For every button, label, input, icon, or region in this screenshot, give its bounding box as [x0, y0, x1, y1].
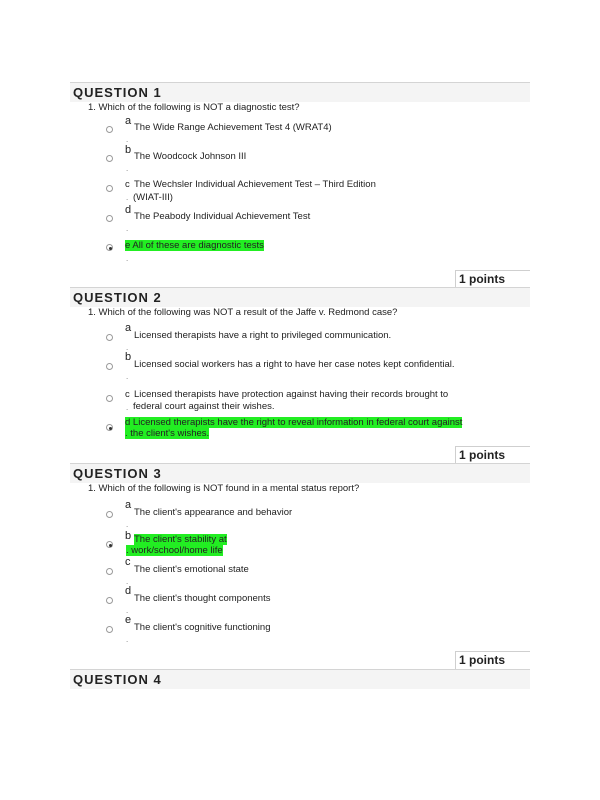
option-letter: b [125, 530, 132, 542]
option-dot: . [126, 606, 129, 615]
option-letter: a [125, 322, 132, 334]
q1-option-a[interactable] [106, 116, 486, 146]
q1-option-e-selected[interactable] [106, 239, 486, 269]
option-dot: . [126, 164, 129, 173]
question-3-text: 1. Which of the following is NOT found in a mental status report? [88, 483, 360, 494]
option-dot: . [126, 372, 129, 381]
option-text: Licensed social workers has a right to have her case notes kept confidential. [134, 359, 455, 370]
radio-button-selected[interactable] [106, 424, 113, 431]
option-dot: . [126, 577, 129, 586]
points-label: 1 points [455, 446, 530, 465]
question-1-text: 1. Which of the following is NOT a diagnostic test? [88, 102, 300, 113]
option-dot: . [126, 520, 129, 529]
q2-option-c[interactable] [106, 388, 486, 418]
q2-option-b[interactable] [106, 352, 486, 382]
option-letter: d [125, 204, 132, 216]
radio-button[interactable] [106, 363, 113, 370]
option-text: Licensed therapists have protection against having their records brought to [134, 389, 449, 400]
radio-button-selected[interactable] [106, 541, 113, 548]
question-2-text: 1. Which of the following was NOT a result of the Jaffe v. Redmond case? [88, 307, 398, 318]
option-letter: c [125, 556, 131, 568]
option-text: The client's cognitive functioning [134, 622, 271, 633]
option-dot: . [126, 343, 129, 352]
question-3-header: QUESTION 3 [70, 463, 530, 483]
q1-option-c[interactable] [106, 178, 486, 208]
option-text: Licensed therapists have a right to privileged communication. [134, 330, 392, 341]
question-1-header: QUESTION 1 [70, 82, 530, 102]
q3-option-a[interactable] [106, 500, 486, 530]
option-dot: . [126, 635, 129, 644]
q2-option-d-selected[interactable] [106, 416, 486, 446]
question-4-header: QUESTION 4 [70, 669, 530, 689]
option-dot: . [126, 135, 129, 144]
option-text: The client's emotional state [134, 564, 249, 575]
option-letter: b [125, 351, 132, 363]
option-dot: . [126, 403, 129, 412]
option-letter: b [125, 144, 132, 156]
q1-option-b[interactable] [106, 145, 486, 175]
points-label: 1 points [455, 651, 530, 670]
option-text-continued: federal court against their wishes. [133, 401, 275, 412]
radio-button[interactable] [106, 334, 113, 341]
option-dot: . [126, 224, 129, 233]
option-text-highlighted-continued: . work/school/home life [126, 545, 223, 556]
q3-option-d[interactable] [106, 586, 486, 616]
option-text: The Wide Range Achievement Test 4 (WRAT4) [134, 122, 332, 133]
q2-option-a[interactable] [106, 323, 486, 353]
option-text-continued: (WIAT-III) [133, 192, 173, 203]
radio-button[interactable] [106, 568, 113, 575]
radio-button[interactable] [106, 597, 113, 604]
radio-button[interactable] [106, 511, 113, 518]
radio-button[interactable] [106, 626, 113, 633]
radio-button[interactable] [106, 395, 113, 402]
radio-button[interactable] [106, 185, 113, 192]
option-text: The client's appearance and behavior [134, 507, 293, 518]
option-letter: c [125, 179, 130, 190]
option-dot: . [126, 254, 129, 263]
points-label: 1 points [455, 270, 530, 289]
option-letter: a [125, 499, 132, 511]
option-text: The Wechsler Individual Achievement Test – Third Edition [134, 179, 376, 190]
q1-option-d[interactable] [106, 205, 486, 235]
option-text-highlighted: e All of these are diagnostic tests [125, 240, 264, 251]
q3-option-e[interactable] [106, 615, 486, 645]
question-2-header: QUESTION 2 [70, 287, 530, 307]
option-text: The Woodcock Johnson III [134, 151, 247, 162]
radio-button[interactable] [106, 126, 113, 133]
option-text: The client's thought components [134, 593, 271, 604]
radio-button[interactable] [106, 155, 113, 162]
option-dot: . [126, 193, 129, 202]
q3-option-c[interactable] [106, 557, 486, 587]
option-letter: c [125, 389, 130, 400]
option-letter: e [125, 614, 132, 626]
option-text-highlighted: d Licensed therapists have the right to reveal information in federal court against [125, 417, 463, 428]
option-letter: d [125, 585, 132, 597]
option-text-highlighted-continued: . the client's wishes. [125, 428, 210, 439]
radio-button-selected[interactable] [106, 244, 113, 251]
option-letter: a [125, 115, 132, 127]
option-text-highlighted: The client's stability at [134, 534, 227, 545]
radio-button[interactable] [106, 215, 113, 222]
option-text: The Peabody Individual Achievement Test [134, 211, 311, 222]
